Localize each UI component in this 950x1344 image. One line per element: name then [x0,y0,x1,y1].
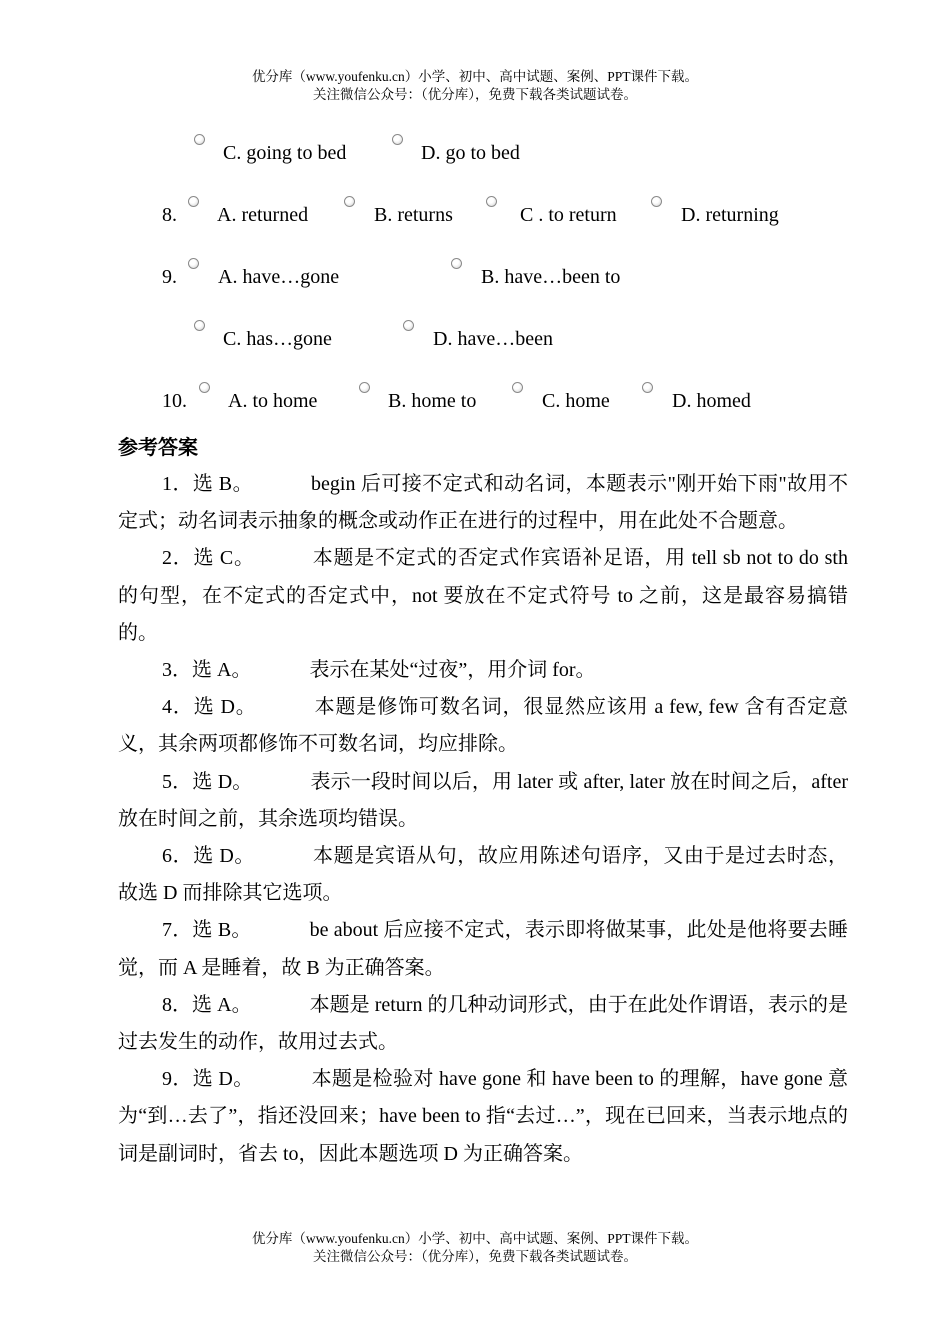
answer-selection: 5．选 D。 [162,770,253,793]
answer-item [118,689,848,763]
answer-explanation: 本题是修饰可数名词，很显然应该用 a few, few 含有否定意义，其余两项都修饰不可数名词，均应排除。 [118,696,848,756]
option-label: C. home [542,390,610,412]
answer-selection: 8．选 A。 [162,993,252,1016]
radio-button-icon[interactable] [392,134,403,145]
answer-selection: 9．选 D。 [162,1068,254,1091]
answer-explanation: 本题是 return 的几种动词形式，由于在此处作谓语，表示的是过去发生的动作，故用过去式。 [118,993,848,1054]
option-label: A. returned [217,204,309,226]
question-10-row [0,388,950,414]
question-9-row-2 [0,326,950,352]
page-header [0,68,950,104]
radio-button-icon[interactable] [359,382,370,393]
answer-selection: 2．选 C。 [162,547,255,570]
option-label: D. homed [672,390,751,412]
answer-item [118,466,848,540]
answer-explanation: 本题是宾语从句，故应用陈述句语序，又由于是过去时态，故选 D 而排除其它选项。 [118,845,849,905]
question-number: 8. [162,204,177,226]
page-footer [0,1230,950,1266]
answer-item [118,912,848,986]
option-label: D. go to bed [421,142,520,164]
option-label: B. returns [374,204,453,226]
radio-button-icon[interactable] [194,134,205,145]
radio-button-icon[interactable] [194,320,205,331]
answers-section [118,466,848,1173]
radio-button-icon[interactable] [188,258,199,269]
answer-explanation: be about 后应接不定式，表示即将做某事，此处是他将要去睡觉，而 A 是睡着，故 B 为正确答案。 [118,919,848,979]
answer-selection: 7．选 B。 [162,919,252,942]
radio-button-icon[interactable] [199,382,210,393]
option-label: D. returning [681,204,779,226]
answers-title: 参考答案 [118,437,198,459]
question-number: 10. [162,390,187,412]
answer-explanation: 表示在某处“过夜”，用介词 for。 [309,659,596,682]
radio-button-icon[interactable] [642,382,653,393]
answer-item [118,838,848,912]
answer-explanation: 本题是不定式的否定式作宾语补足语，用 tell sb not to do sth 的句型，在不定式的否定式中，not 要放在不定式符号 to 之前，这是最容易搞错的。 [118,547,848,644]
answer-item [118,652,848,689]
option-label: C. has…gone [223,328,332,350]
answer-explanation: begin 后可接不定式和动名词，本题表示"刚开始下雨"故用不定式；动名词表示抽象的概念或动作正在进行的过程中，用在此处不合题意。 [118,473,848,533]
radio-button-icon[interactable] [403,320,414,331]
answer-item [118,764,848,838]
radio-button-icon[interactable] [486,196,497,207]
question-7-row-2 [0,140,950,166]
footer-line-1: 优分库（www.youfenku.cn）小学、初中、高中试题、案例、PPT课件下载。 [251,1231,699,1246]
footer-line-2: 关注微信公众号：（优分库），免费下载各类试题试卷。 [313,1249,637,1264]
answer-explanation: 表示一段时间以后，用 later 或 after, later 放在时间之后，after 放在时间之前，其余选项均错误。 [118,770,848,830]
answer-selection: 4．选 D。 [162,696,257,719]
header-line-1: 优分库（www.youfenku.cn）小学、初中、高中试题、案例、PPT课件下载。 [251,69,699,84]
answer-item [118,987,848,1061]
option-label: C . to return [520,204,617,226]
radio-button-icon[interactable] [651,196,662,207]
question-8-row [0,202,950,228]
radio-button-icon[interactable] [344,196,355,207]
option-label: D. have…been [433,328,553,350]
header-line-2: 关注微信公众号：（优分库），免费下载各类试题试卷。 [313,87,637,102]
option-label: A. to home [228,390,318,412]
radio-button-icon[interactable] [512,382,523,393]
answer-explanation: 本题是检验对 have gone 和 have been to 的理解，have gone 意为“到…去了”，指还没回来；have been to 指“去过…”，现在已回来，当表示地点的词是副词时，省去 to，因此本题选项 D 为正确答案。 [118,1068,848,1165]
answer-selection: 6．选 D。 [162,845,256,868]
option-label: C. going to bed [223,142,347,164]
radio-button-icon[interactable] [451,258,462,269]
option-label: B. home to [388,390,477,412]
answer-item [118,1061,848,1173]
answer-selection: 1．选 B。 [162,473,254,495]
question-9-row-1 [0,264,950,290]
option-label: B. have…been to [481,266,621,288]
answer-item [118,540,848,652]
answer-selection: 3．选 A。 [162,659,252,682]
question-number: 9. [162,266,177,288]
option-label: A. have…gone [218,266,340,288]
radio-button-icon[interactable] [188,196,199,207]
